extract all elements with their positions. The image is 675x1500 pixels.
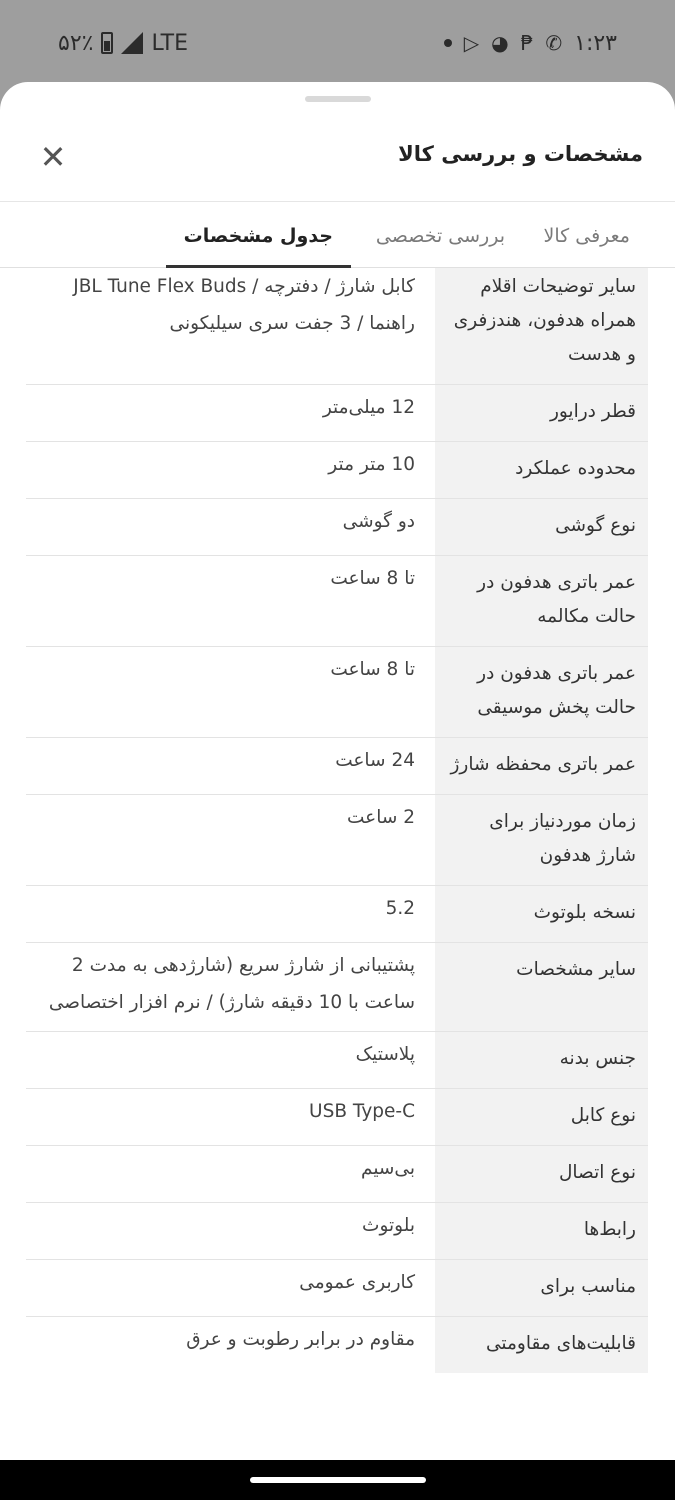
status-right xyxy=(444,28,617,58)
spec-label: قطر درایور xyxy=(435,385,648,441)
spec-value: دو گوشی xyxy=(26,499,435,555)
bottom-sheet xyxy=(0,82,675,1460)
battery-percent: ۵۲٪ xyxy=(58,30,94,56)
table-row xyxy=(26,268,648,385)
spec-value: 10 متر متر xyxy=(26,442,435,498)
tab-specifications[interactable]: جدول مشخصات xyxy=(184,204,333,268)
table-row xyxy=(26,442,648,499)
tab-expert-review[interactable]: بررسی تخصصی xyxy=(375,225,505,247)
specs-table xyxy=(26,268,648,1373)
table-row xyxy=(26,738,648,795)
spec-value: کابل شارژ / دفترچه / JBL Tune Flex Buds راهنما / 3 جفت سری سیلیکونی xyxy=(26,268,435,384)
whatsapp-icon: ✆ xyxy=(545,31,563,55)
spec-label: جنس بدنه xyxy=(435,1032,648,1088)
table-row xyxy=(26,499,648,556)
spec-label: سایر مشخصات xyxy=(435,943,648,1031)
payment-icon: ₱ xyxy=(520,31,534,55)
tab-introduction[interactable]: معرفی کالا xyxy=(543,225,630,247)
spec-value: کاربری عمومی xyxy=(26,1260,435,1316)
tab-bar xyxy=(0,204,675,268)
spec-label: نسخه بلوتوث xyxy=(435,886,648,942)
sheet-header xyxy=(0,122,675,202)
spec-label: نوع گوشی xyxy=(435,499,648,555)
spec-label: نوع کابل xyxy=(435,1089,648,1145)
table-row xyxy=(26,1317,648,1373)
spec-label: زمان موردنیاز برای شارژ هدفون xyxy=(435,795,648,885)
spec-value: پلاستیک xyxy=(26,1032,435,1088)
play-store-icon: ▷ xyxy=(463,31,480,55)
spec-value: USB Type-C xyxy=(26,1089,435,1145)
spec-label: عمر باتری هدفون در حالت پخش موسیقی xyxy=(435,647,648,737)
table-row xyxy=(26,1260,648,1317)
spec-label: محدوده عملکرد xyxy=(435,442,648,498)
spec-value: بی‌سیم xyxy=(26,1146,435,1202)
battery-icon xyxy=(101,32,113,54)
spec-label: مناسب برای xyxy=(435,1260,648,1316)
table-row xyxy=(26,385,648,442)
status-left xyxy=(58,28,188,58)
spec-label: نوع اتصال xyxy=(435,1146,648,1202)
dot-icon xyxy=(444,39,452,47)
spec-value: 2 ساعت xyxy=(26,795,435,885)
spec-label: سایر توضیحات اقلام همراه هدفون، هندزفری و هدست xyxy=(435,268,648,384)
spec-value: پشتیبانی از شارژ سریع (شارژدهی به مدت 2 ساعت با 10 دقیقه شارژ) / نرم افزار اختصاصی xyxy=(26,943,435,1031)
table-row xyxy=(26,1203,648,1260)
table-row xyxy=(26,1146,648,1203)
table-row xyxy=(26,795,648,886)
table-row xyxy=(26,1032,648,1089)
table-row xyxy=(26,1089,648,1146)
navigation-bar xyxy=(0,1460,675,1500)
spec-value: 12 میلی‌متر xyxy=(26,385,435,441)
table-row xyxy=(26,886,648,943)
spec-label: عمر باتری محفظه شارژ xyxy=(435,738,648,794)
spec-label: عمر باتری هدفون در حالت مکالمه xyxy=(435,556,648,646)
spec-value: تا 8 ساعت xyxy=(26,556,435,646)
spec-value: 5.2 xyxy=(26,886,435,942)
signal-icon xyxy=(121,32,143,54)
spec-value: مقاوم در برابر رطوبت و عرق xyxy=(26,1317,435,1373)
network-type: LTE xyxy=(151,30,189,56)
table-row xyxy=(26,556,648,647)
status-bar xyxy=(0,0,675,86)
spec-label: رابط‌ها xyxy=(435,1203,648,1259)
table-row xyxy=(26,943,648,1032)
spec-value: بلوتوث xyxy=(26,1203,435,1259)
sheet-title: مشخصات و بررسی کالا xyxy=(398,142,643,166)
drag-handle[interactable] xyxy=(305,96,371,102)
app-icon: ◕ xyxy=(491,31,509,55)
close-icon[interactable]: ✕ xyxy=(39,138,67,176)
spec-value: 24 ساعت xyxy=(26,738,435,794)
spec-value: تا 8 ساعت xyxy=(26,647,435,737)
spec-label: قابلیت‌های مقاومتی xyxy=(435,1317,648,1373)
clock: ۱:۲۳ xyxy=(574,30,617,56)
home-gesture-handle[interactable] xyxy=(250,1477,426,1483)
table-row xyxy=(26,647,648,738)
